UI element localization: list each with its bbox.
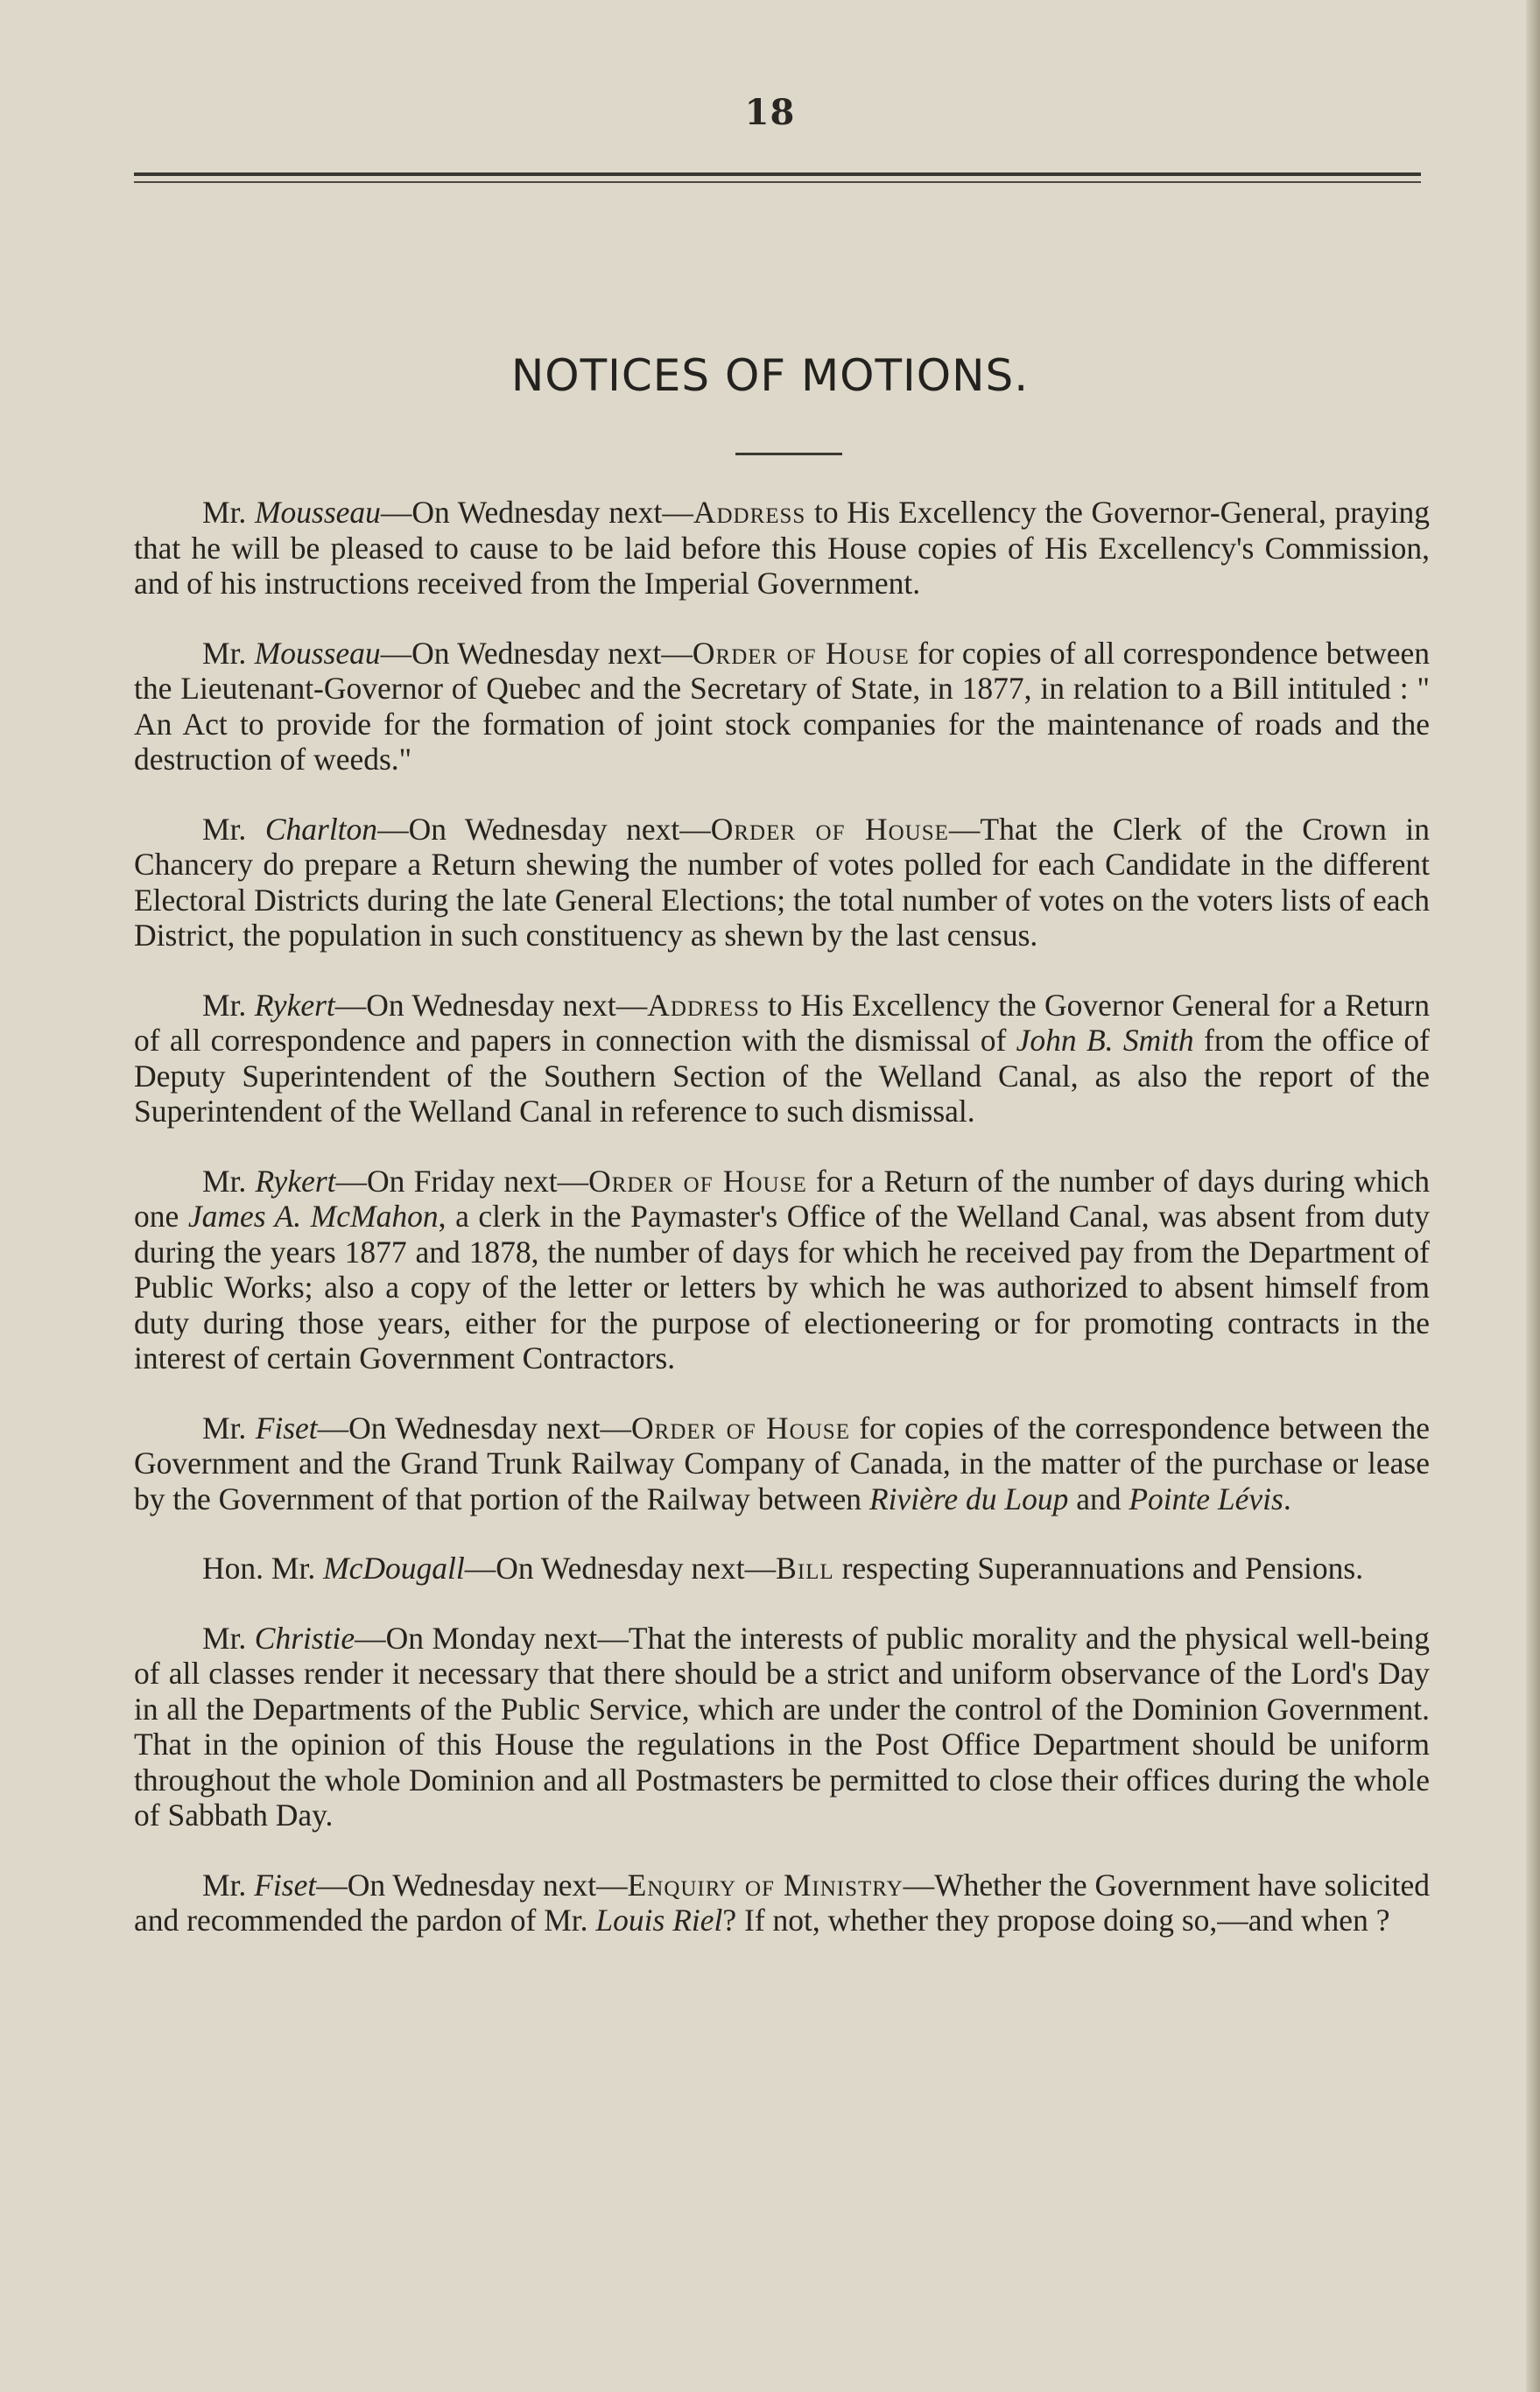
- mover-name: Charlton: [264, 811, 378, 847]
- notice-kind: Order of House: [631, 1410, 850, 1446]
- mover-name: Christie: [254, 1620, 355, 1656]
- person-name: James A. McMahon: [187, 1199, 439, 1234]
- notice-text: respecting Superannuations and Pensions.: [833, 1551, 1364, 1586]
- notice-text: ? If not, whether they propose doing so,—and when ?: [722, 1903, 1390, 1938]
- notice-timing: —On Monday next—: [355, 1620, 629, 1656]
- notice-text: —That the Clerk of the Crown in Chancery do prepare a Return shewing the number of votes polled for each Candidate in the different Electoral Districts during the late General Elections; the total number of votes on the voters lists of each District, the population in such constituency as shewn by the last census.: [134, 811, 1430, 953]
- person-name: John B. Smith: [1016, 1023, 1194, 1058]
- header-rule-thin: [134, 181, 1421, 183]
- notice-mousseau-address: [134, 495, 1430, 602]
- notice-text: .: [1283, 1481, 1291, 1516]
- mover-name: McDougall: [323, 1551, 465, 1586]
- notice-prefix: Mr.: [202, 635, 255, 671]
- notice-prefix: Mr.: [202, 1163, 256, 1199]
- notice-kind: Address: [693, 495, 806, 530]
- page-number: 18: [744, 92, 796, 133]
- title-divider: [735, 453, 842, 455]
- mover-name: Mousseau: [254, 635, 381, 671]
- mover-name: Rykert: [254, 987, 335, 1023]
- notice-text: for copies of the correspondence between the Government and the Grand Trunk Railway Company of Canada, in the matter of the purchase or lease by the Government of that portion of the Railway between: [134, 1410, 1430, 1516]
- notice-timing: —On Friday next—: [335, 1163, 589, 1199]
- notice-text: That the interests of public morality and the physical well-being of all classes render it necessary that there should be a strict and uniform observance of the Lord's Day in all the Departments of the Public Service, which are under the control of the Dominion Government. That in the opinion of this House the regulations in the Post Office Department should be uniform throughout the whole Dominion and all Postmasters be permitted to close their offices during the whole of Sabbath Day.: [134, 1620, 1430, 1833]
- mover-name: Rykert: [255, 1163, 336, 1199]
- notice-text: for a Return of the number of days during which one: [134, 1163, 1430, 1234]
- notice-timing: —On Wednesday next—: [464, 1551, 777, 1586]
- notice-timing: —On Wednesday next—: [380, 495, 693, 530]
- notice-prefix: Hon. Mr.: [202, 1551, 324, 1586]
- notice-mcdougall-bill: [134, 1551, 1430, 1586]
- notice-prefix: Mr.: [202, 811, 265, 847]
- notice-text: to His Excellency the Governor-General, praying that he will be pleased to cause to be laid before this House copies of His Excellency's Commission, and of his instructions received from the Imperial Government.: [134, 495, 1430, 601]
- notice-christie-motion: [134, 1621, 1430, 1833]
- notice-rykert-address: [134, 988, 1430, 1129]
- page-title: NOTICES OF MOTIONS.: [510, 350, 1030, 401]
- notice-mousseau-order: [134, 636, 1430, 777]
- mover-name: Fiset: [254, 1867, 317, 1903]
- mover-name: Fiset: [255, 1410, 318, 1446]
- notice-timing: —On Wednesday next—: [317, 1410, 632, 1446]
- notice-kind: Bill: [776, 1551, 834, 1586]
- place-name: Rivière du Loup: [868, 1481, 1069, 1516]
- notice-timing: —On Wednesday next—: [377, 811, 711, 847]
- notice-charlton-order: [134, 812, 1430, 953]
- notice-text: and: [1068, 1481, 1129, 1516]
- notice-text: to His Excellency the Governor General for a Return of all correspondence and papers in connection with the dismissal of: [134, 987, 1430, 1058]
- notice-text: —Whether the Government have solicited and recommended the pardon of Mr.: [134, 1867, 1430, 1938]
- notice-text: from the office of Deputy Superintendent of the Southern Section of the Welland Canal, as also the report of the Superintendent of the Welland Canal in reference to such dismissal.: [134, 1023, 1430, 1129]
- notice-rykert-order: [134, 1164, 1430, 1376]
- notice-prefix: Mr.: [202, 1867, 255, 1903]
- person-name: Louis Riel: [595, 1903, 723, 1938]
- notice-text: , a clerk in the Paymaster's Office of the Welland Canal, was absent from duty during the years 1877 and 1878, the number of days for which he received pay from the Department of Public Works; also a copy of the letter or letters by which he was authorized to absent himself from duty during those years, either for the purpose of electioneering or for promoting contracts in the interest of certain Government Contractors.: [134, 1199, 1430, 1375]
- header-rule-thick: [134, 172, 1421, 176]
- notice-fiset-enquiry: [134, 1868, 1430, 1938]
- notice-prefix: Mr.: [202, 1620, 255, 1656]
- notice-kind: Order of House: [692, 635, 910, 671]
- notice-prefix: Mr.: [202, 495, 255, 530]
- notice-kind: Order of House: [710, 811, 949, 847]
- notice-kind: Address: [647, 987, 760, 1023]
- notice-timing: —On Wednesday next—: [380, 635, 693, 671]
- notice-prefix: Mr.: [202, 987, 255, 1023]
- notice-kind: Order of House: [588, 1163, 807, 1199]
- place-name: Pointe Lévis: [1129, 1481, 1283, 1516]
- notice-text: for copies of all correspondence between the Lieutenant-Governor of Quebec and the Secretary of State, in 1877, in relation to a Bill intituled : " An Act to provide for the formation of joint stock companies for the maintenance of roads and the destruction of weeds.": [134, 635, 1430, 777]
- notice-fiset-order: [134, 1411, 1430, 1517]
- notice-timing: —On Wednesday next—: [334, 987, 648, 1023]
- notice-timing: —On Wednesday next—: [316, 1867, 628, 1903]
- mover-name: Mousseau: [254, 495, 381, 530]
- notices-list: [134, 495, 1430, 1973]
- notice-prefix: Mr.: [202, 1410, 256, 1446]
- notice-kind: Enquiry of Ministry: [627, 1867, 904, 1903]
